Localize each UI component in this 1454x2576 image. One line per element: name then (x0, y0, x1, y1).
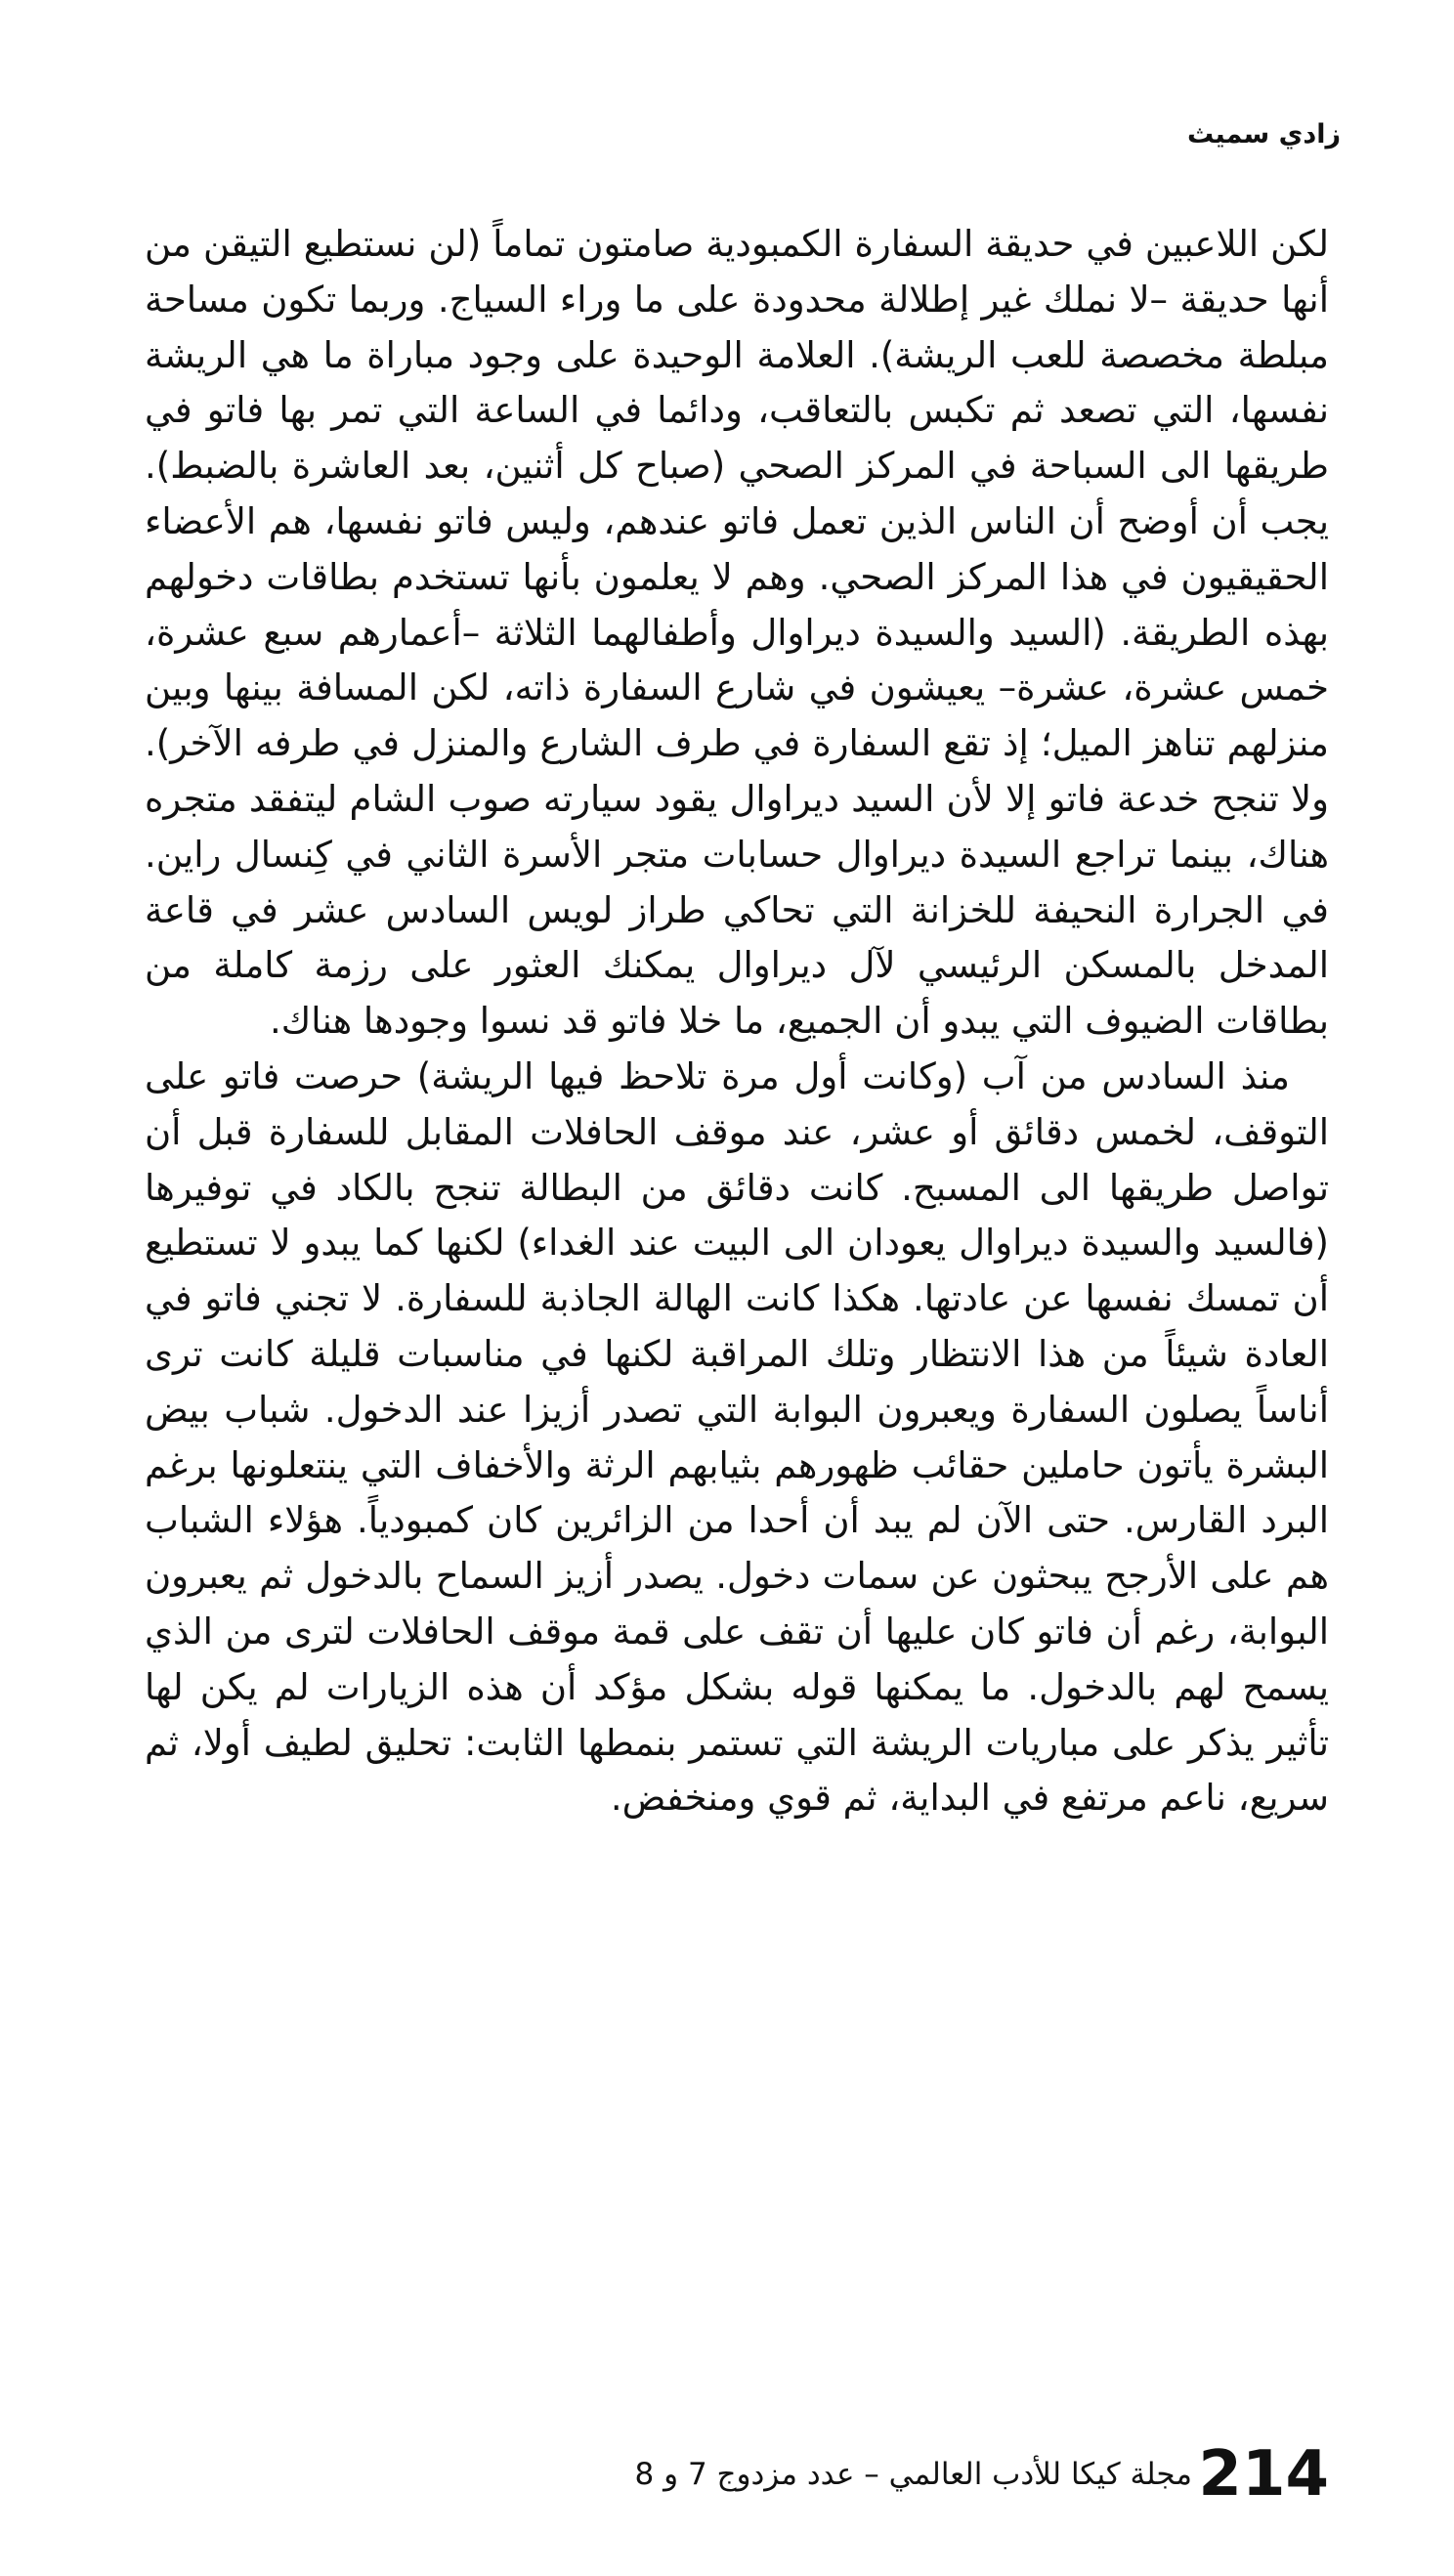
paragraph-1: لكن اللاعبين في حديقة السفارة الكمبودية صامتون تماماً (لن نستطيع التيقن من أنها حديقة –لا نملك غير إطلالة محدودة على ما وراء السياج. وربما تكون مساحة مبلطة مخصصة للعب الريشة). العلامة الوحيدة على وجود مباراة ما هي الريشة نفسها، التي تصعد ثم تكبس بالتعاقب، ودائما في الساعة التي تمر بها فاتو في طريقها الى السباحة في المركز الصحي (صباح كل أثنين، بعد العاشرة بالضبط). يجب أن أوضح أن الناس الذين تعمل فاتو عندهم، وليس فاتو نفسها، هم الأعضاء الحقيقيون في هذا المركز الصحي. وهم لا يعلمون بأنها تستخدم بطاقات دخولهم بهذه الطريقة. (السيد والسيدة ديراوال وأطفالهما الثلاثة –أعمارهم سبع عشرة، خمس عشرة، عشرة– يعيشون في شارع السفارة ذاته، لكن المسافة بينها وبين منزلهم تناهز الميل؛ إذ تقع السفارة في طرف الشارع والمنزل في طرفه الآخر). ولا تنجح خدعة فاتو إلا لأن السيد ديراوال يقود سيارته صوب الشام ليتفقد متجره هناك، بينما تراجع السيدة ديراوال حسابات متجر الأسرة الثاني في كِنسال راين. في الجرارة النحيفة للخزانة التي تحاكي طراز لويس السادس عشر في قاعة المدخل بالمسكن الرئيسي لآل ديراوال يمكنك العثور على رزمة كاملة من بطاقات الضيوف التي يبدو أن الجميع، ما خلا فاتو قد نسوا وجودها هناك. (145, 223, 1329, 1043)
journal-label: مجلة كيكا للأدب العالمي – عدد مزدوج 7 و 8 (634, 2457, 1192, 2492)
running-head-author: زادي سميث (1186, 119, 1341, 150)
page-number: 214 (1198, 2438, 1329, 2511)
paragraph-2: منذ السادس من آب (وكانت أول مرة تلاحظ فيها الريشة) حرصت فاتو على التوقف، لخمس دقائق أو عشر، عند موقف الحافلات المقابل للسفارة قبل أن تواصل طريقها الى المسبح. كانت دقائق من البطالة تنجح بالكاد في توفيرها (فالسيد والسيدة ديراوال يعودان الى البيت عند الغداء) لكنها كما يبدو لا تستطيع أن تمسك نفسها عن عادتها. هكذا كانت الهالة الجاذبة للسفارة. لا تجني فاتو في العادة شيئاً من هذا الانتظار وتلك المراقبة لكنها في مناسبات قليلة كانت ترى أناساً يصلون السفارة ويعبرون البوابة التي تصدر أزيزا عند الدخول. شباب بيض البشرة يأتون حاملين حقائب ظهورهم بثيابهم الرثة والأخفاف التي ينتعلونها برغم البرد القارس. حتى الآن لم يبد أن أحدا من الزائرين كان كمبودياً. هؤلاء الشباب هم على الأرجح يبحثون عن سمات دخول. يصدر أزيز السماح بالدخول ثم يعبرون البوابة، رغم أن فاتو كان عليها أن تقف على قمة موقف الحافلات لترى من الذي يسمح لهم بالدخول. ما يمكنها قوله بشكل مؤكد أن هذه الزيارات لم يكن لها تأثير يذكر على مباريات الريشة التي تستمر بنمطها الثابت: تحليق لطيف أولا، ثم سريع، ناعم مرتفع في البداية، ثم قوي ومنخفض. (145, 1054, 1329, 1820)
page-footer (625, 2435, 1329, 2513)
article-body (145, 217, 1329, 1826)
